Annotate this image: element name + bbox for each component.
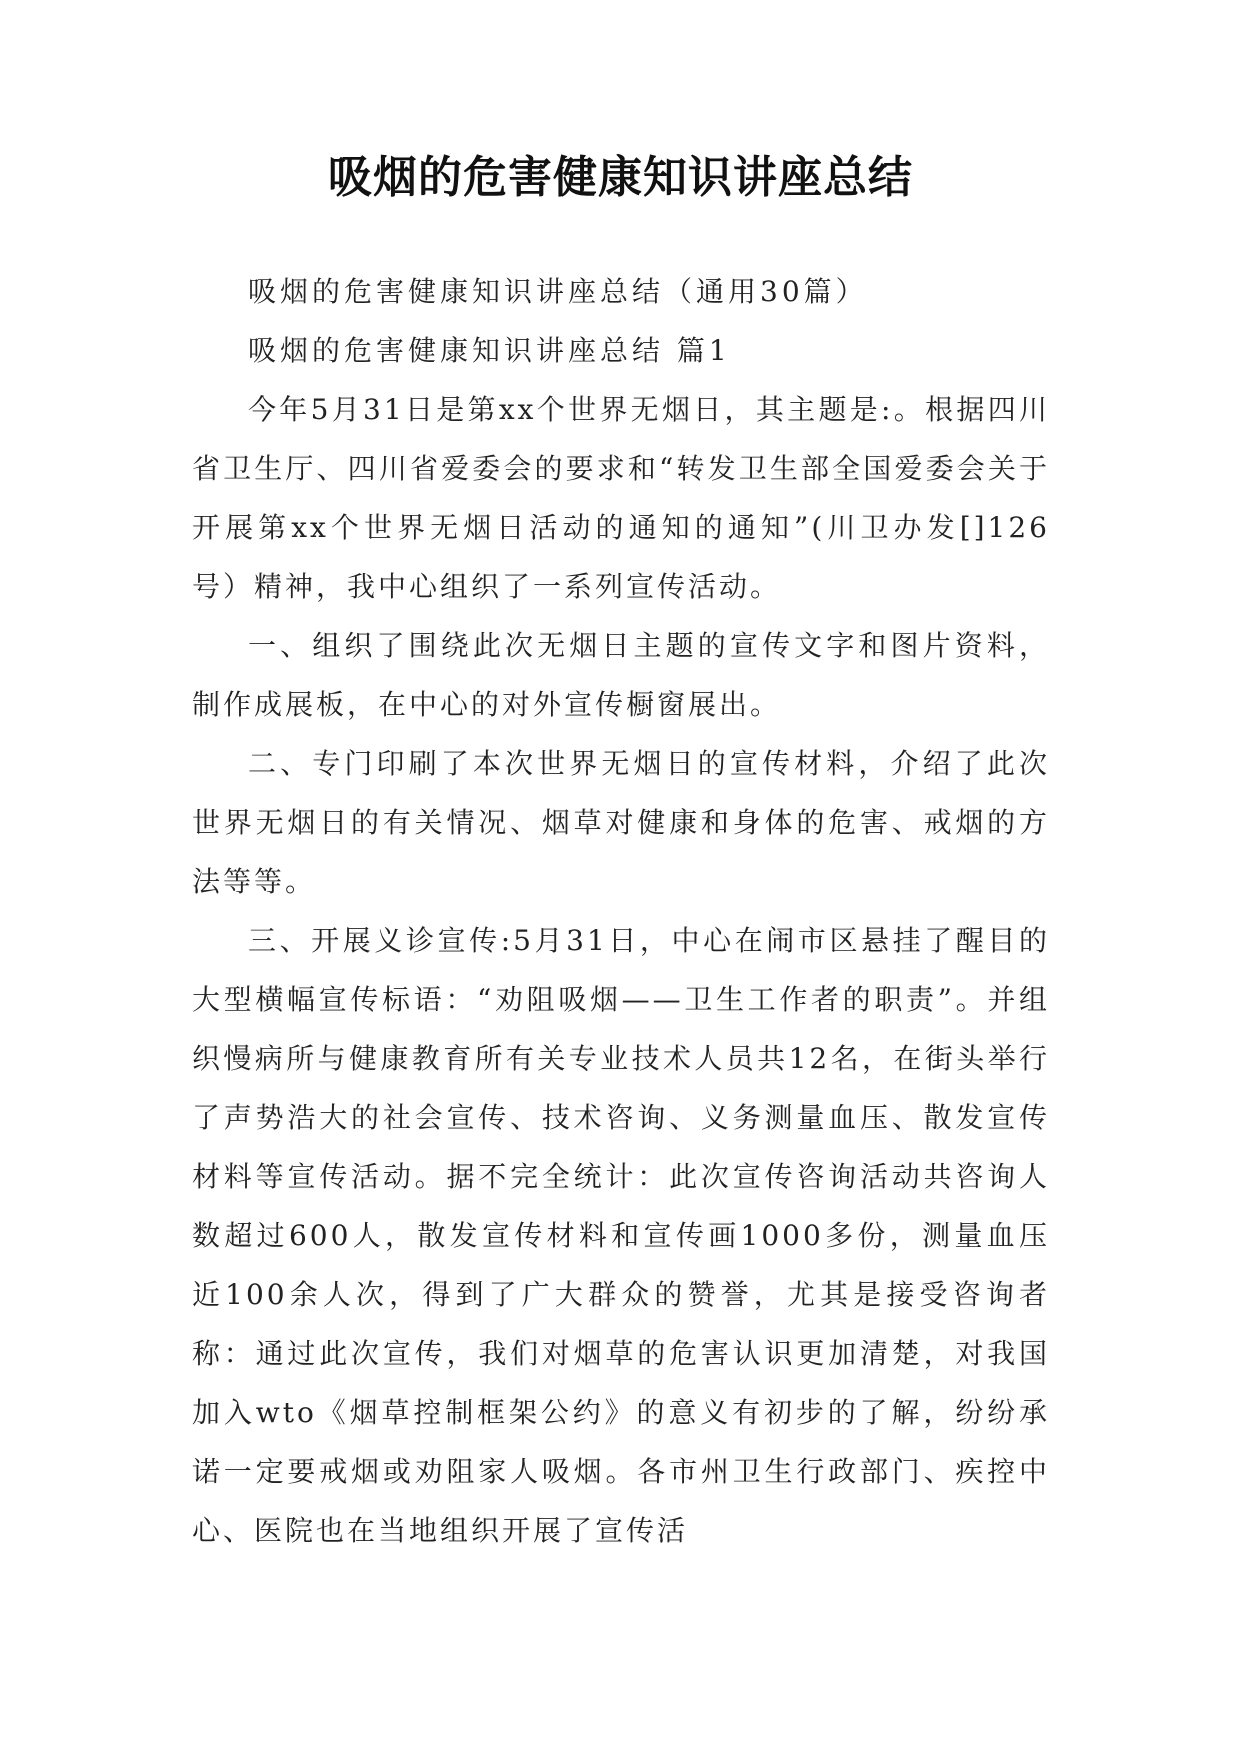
paragraph-item-1: 一、组织了围绕此次无烟日主题的宣传文字和图片资料，制作成展板，在中心的对外宣传橱窗展出。 (192, 629, 1050, 721)
paragraph-item-2: 二、专门印刷了本次世界无烟日的宣传材料，介绍了此次世界无烟日的有关情况、烟草对健康和身体的危害、戒烟的方法等等。 (192, 747, 1050, 898)
paragraph-intro: 今年5月31日是第xx个世界无烟日，其主题是:。根据四川省卫生厅、四川省爱委会的要求和“转发卫生部全国爱委会关于开展第xx个世界无烟日活动的通知的通知”(川卫办发[]126号）精神，我中心组织了一系列宣传活动。 (192, 393, 1050, 603)
paragraph-section-heading: 吸烟的危害健康知识讲座总结 篇1 (248, 334, 731, 367)
document-body (192, 262, 1050, 1560)
paragraph-item-3: 三、开展义诊宣传:5月31日，中心在闹市区悬挂了醒目的大型横幅宣传标语：“劝阻吸烟——卫生工作者的职责”。并组织慢病所与健康教育所有关专业技术人员共12名，在街头举行了声势浩大的社会宣传、技术咨询、义务测量血压、散发宣传材料等宣传活动。据不完全统计：此次宣传咨询活动共咨询人数超过600人，散发宣传材料和宣传画1000多份，测量血压近100余人次，得到了广大群众的赞誉，尤其是接受咨询者称：通过此次宣传，我们对烟草的危害认识更加清楚，对我国加入wto《烟草控制框架公约》的意义有初步的了解，纷纷承诺一定要戒烟或劝阻家人吸烟。各市州卫生行政部门、疾控中心、医院也在当地组织开展了宣传活 (192, 924, 1050, 1547)
paragraph-subtitle: 吸烟的危害健康知识讲座总结（通用30篇） (248, 275, 868, 308)
document-title: 吸烟的危害健康知识讲座总结 (328, 152, 913, 203)
